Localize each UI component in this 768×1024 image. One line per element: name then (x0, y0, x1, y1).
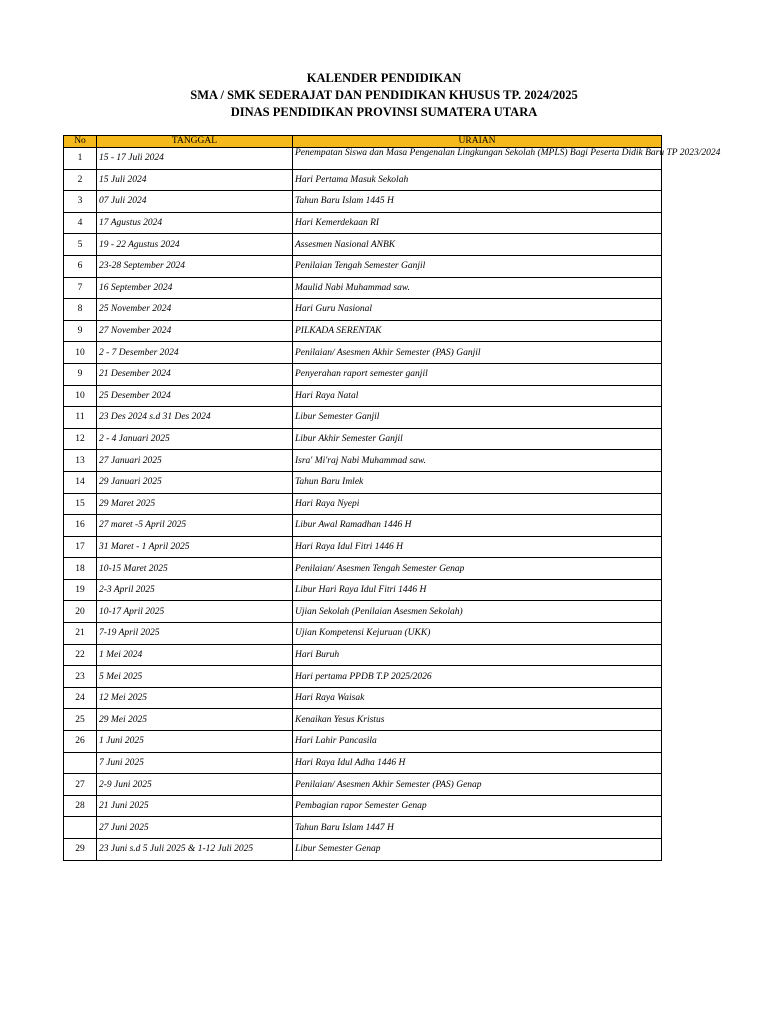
cell-tanggal: 31 Maret - 1 April 2025 (97, 536, 293, 558)
table-row (64, 731, 662, 753)
table-row (64, 428, 662, 450)
cell-no: 1 (64, 148, 97, 170)
cell-no: 28 (64, 795, 97, 817)
cell-uraian: Libur Akhir Semester Ganjil (293, 428, 662, 450)
cell-tanggal: 21 Juni 2025 (97, 795, 293, 817)
cell-uraian: PILKADA SERENTAK (293, 320, 662, 342)
cell-uraian: Hari pertama PPDB T.P 2025/2026 (293, 666, 662, 688)
heading-line-2: SMA / SMK SEDERAJAT DAN PENDIDIKAN KHUSUS TP. 2024/2025 (190, 88, 578, 102)
cell-no: 18 (64, 558, 97, 580)
cell-tanggal: 7-19 April 2025 (97, 623, 293, 645)
cell-uraian: Ujian Kompetensi Kejuruan (UKK) (293, 623, 662, 645)
column-header-tanggal: TANGGAL (97, 136, 293, 148)
cell-uraian: Libur Semester Genap (293, 839, 662, 861)
cell-no: 15 (64, 493, 97, 515)
cell-no: 12 (64, 428, 97, 450)
cell-no: 8 (64, 299, 97, 321)
table-row (64, 644, 662, 666)
cell-uraian: Libur Awal Ramadhan 1446 H (293, 515, 662, 537)
table-row (64, 320, 662, 342)
cell-no: 4 (64, 212, 97, 234)
table-row (64, 774, 662, 796)
cell-tanggal: 27 Juni 2025 (97, 817, 293, 839)
table-row (64, 255, 662, 277)
cell-uraian: Hari Buruh (293, 644, 662, 666)
cell-uraian: Assesmen Nasional ANBK (293, 234, 662, 256)
cell-tanggal: 17 Agustus 2024 (97, 212, 293, 234)
cell-no: 24 (64, 687, 97, 709)
table-body (64, 148, 721, 861)
table-row (64, 471, 662, 493)
cell-tanggal: 1 Mei 2024 (97, 644, 293, 666)
cell-tanggal: 29 Mei 2025 (97, 709, 293, 731)
cell-uraian: Penilaian/ Asesmen Tengah Semester Genap (293, 558, 662, 580)
cell-no: 2 (64, 169, 97, 191)
cell-uraian: Ujian Sekolah (Penilaian Asesmen Sekolah) (293, 601, 662, 623)
table-row (64, 342, 662, 364)
table-row (64, 493, 662, 515)
cell-tanggal: 07 Juli 2024 (97, 191, 293, 213)
header-row (64, 136, 662, 148)
table-row (64, 687, 662, 709)
table-row (64, 299, 662, 321)
table-row (64, 450, 662, 472)
cell-uraian: Hari Kemerdekaan RI (293, 212, 662, 234)
cell-tanggal: 23-28 September 2024 (97, 255, 293, 277)
table-row (64, 234, 662, 256)
cell-tanggal: 25 Desember 2024 (97, 385, 293, 407)
table-row (64, 623, 662, 645)
cell-tanggal: 27 November 2024 (97, 320, 293, 342)
table-row (64, 536, 662, 558)
cell-uraian: Penilaian/ Asesmen Akhir Semester (PAS) Genap (293, 774, 662, 796)
table-row (64, 601, 662, 623)
cell-no: 14 (64, 471, 97, 493)
table-row (64, 363, 662, 385)
table-row (64, 795, 662, 817)
cell-uraian: Tahun Baru Islam 1445 H (293, 191, 662, 213)
cell-uraian: Libur Semester Ganjil (293, 407, 662, 429)
table-row (64, 579, 662, 601)
cell-no: 20 (64, 601, 97, 623)
cell-no: 26 (64, 731, 97, 753)
heading-line-3: DINAS PENDIDIKAN PROVINSI SUMATERA UTARA (230, 105, 538, 119)
cell-uraian: Maulid Nabi Muhammad saw. (293, 277, 662, 299)
cell-no: 16 (64, 515, 97, 537)
cell-tanggal: 27 Januari 2025 (97, 450, 293, 472)
table-row (64, 148, 662, 170)
cell-no: 3 (64, 191, 97, 213)
heading-line-1: KALENDER PENDIDIKAN (306, 71, 462, 85)
table-row (64, 169, 662, 191)
table-row (64, 515, 662, 537)
cell-uraian: Penilaian/ Asesmen Akhir Semester (PAS) Ganjil (293, 342, 662, 364)
table-row (64, 191, 662, 213)
table-row (64, 709, 662, 731)
cell-tanggal: 10-15 Maret 2025 (97, 558, 293, 580)
cell-uraian: Isra' Mi'raj Nabi Muhammad saw. (293, 450, 662, 472)
cell-tanggal: 25 November 2024 (97, 299, 293, 321)
cell-no: 10 (64, 342, 97, 364)
table-row (64, 839, 662, 861)
cell-uraian: Hari Raya Idul Adha 1446 H (293, 752, 662, 774)
cell-uraian: Hari Guru Nasional (293, 299, 662, 321)
cell-no: 27 (64, 774, 97, 796)
cell-uraian: Hari Raya Nyepi (293, 493, 662, 515)
table-row (64, 385, 662, 407)
cell-no: 7 (64, 277, 97, 299)
cell-no: 9 (64, 320, 97, 342)
cell-tanggal: 23 Des 2024 s.d 31 Des 2024 (97, 407, 293, 429)
cell-no: 10 (64, 385, 97, 407)
cell-tanggal: 23 Juni s.d 5 Juli 2025 & 1-12 Juli 2025 (97, 839, 293, 861)
cell-uraian: Libur Hari Raya Idul Fitri 1446 H (293, 579, 662, 601)
cell-no: 6 (64, 255, 97, 277)
cell-uraian: Tahun Baru Islam 1447 H (293, 817, 662, 839)
cell-tanggal: 1 Juni 2025 (97, 731, 293, 753)
cell-tanggal: 2-3 April 2025 (97, 579, 293, 601)
cell-no (64, 817, 97, 839)
cell-uraian: Hari Lahir Pancasila (293, 731, 662, 753)
cell-tanggal: 16 September 2024 (97, 277, 293, 299)
table-row (64, 752, 662, 774)
cell-no: 22 (64, 644, 97, 666)
column-header-no: No (64, 136, 97, 148)
calendar-table (63, 135, 721, 861)
cell-uraian: Hari Raya Waisak (293, 687, 662, 709)
cell-tanggal: 15 - 17 Juli 2024 (97, 148, 293, 170)
cell-tanggal: 2-9 Juni 2025 (97, 774, 293, 796)
cell-no: 19 (64, 579, 97, 601)
cell-uraian: Pembagian rapor Semester Genap (293, 795, 662, 817)
table-row (64, 558, 662, 580)
cell-tanggal: 15 Juli 2024 (97, 169, 293, 191)
table-row (64, 407, 662, 429)
cell-no: 13 (64, 450, 97, 472)
cell-uraian: Kenaikan Yesus Kristus (293, 709, 662, 731)
table-header (64, 136, 662, 148)
cell-no: 23 (64, 666, 97, 688)
cell-uraian: Hari Pertama Masuk Sekolah (293, 169, 662, 191)
cell-tanggal: 29 Januari 2025 (97, 471, 293, 493)
cell-tanggal: 19 - 22 Agustus 2024 (97, 234, 293, 256)
cell-uraian: Penyerahan raport semester ganjil (293, 363, 662, 385)
table-row (64, 666, 662, 688)
cell-uraian: Penilaian Tengah Semester Ganjil (293, 255, 662, 277)
cell-uraian: Penempatan Siswa dan Masa Pengenalan Lingkungan Sekolah (MPLS) Bagi Peserta Didik Baru TP 2023/2024 (293, 148, 662, 170)
cell-tanggal: 5 Mei 2025 (97, 666, 293, 688)
cell-tanggal: 7 Juni 2025 (97, 752, 293, 774)
cell-no: 11 (64, 407, 97, 429)
cell-tanggal: 2 - 4 Januari 2025 (97, 428, 293, 450)
cell-uraian: Hari Raya Natal (293, 385, 662, 407)
cell-tanggal: 29 Maret 2025 (97, 493, 293, 515)
cell-no: 5 (64, 234, 97, 256)
document-heading (0, 70, 768, 121)
table-row (64, 277, 662, 299)
cell-no: 17 (64, 536, 97, 558)
table-row (64, 817, 662, 839)
cell-no: 25 (64, 709, 97, 731)
column-header-uraian: URAIAN (293, 136, 662, 148)
cell-no (64, 752, 97, 774)
cell-tanggal: 21 Desember 2024 (97, 363, 293, 385)
cell-no: 9 (64, 363, 97, 385)
cell-no: 21 (64, 623, 97, 645)
cell-uraian: Tahun Baru Imlek (293, 471, 662, 493)
cell-no: 29 (64, 839, 97, 861)
cell-tanggal: 27 maret -5 April 2025 (97, 515, 293, 537)
table-row (64, 212, 662, 234)
cell-tanggal: 2 - 7 Desember 2024 (97, 342, 293, 364)
cell-tanggal: 10-17 April 2025 (97, 601, 293, 623)
cell-tanggal: 12 Mei 2025 (97, 687, 293, 709)
cell-uraian: Hari Raya Idul Fitri 1446 H (293, 536, 662, 558)
